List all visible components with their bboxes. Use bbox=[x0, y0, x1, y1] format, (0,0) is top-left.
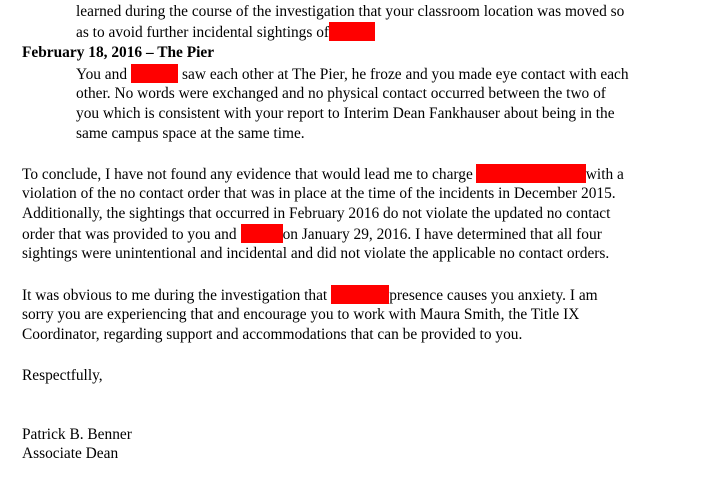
closing-line-2: sorry you are experiencing that and encourage you to work with Maura Smith, the Title IX bbox=[22, 306, 580, 323]
conclusion-line-2: violation of the no contact order that was in place at the time of the incidents in December 2015. bbox=[22, 185, 616, 202]
closing-line-1-b: presence causes you anxiety. I am bbox=[389, 287, 598, 304]
valediction: Respectfully, bbox=[22, 367, 103, 384]
conclusion-line-4-a: order that was provided to you and bbox=[22, 226, 237, 243]
closing-line-1-a: It was obvious to me during the investigation that bbox=[22, 287, 328, 304]
conclusion-line-4 bbox=[22, 224, 602, 244]
redaction-block bbox=[329, 22, 375, 41]
section-line-1-a: You and bbox=[76, 66, 128, 83]
section-line-1-b: saw each other at The Pier, he froze and you made eye contact with each bbox=[182, 66, 629, 83]
redaction-block bbox=[131, 64, 178, 83]
section-line-1 bbox=[76, 64, 629, 84]
intro-line-2-text: as to avoid further incidental sightings of bbox=[76, 24, 330, 41]
section-line-2: other. No words were exchanged and no physical contact occurred between the two of bbox=[76, 85, 606, 102]
section-line-4: same campus space at the same time. bbox=[76, 125, 305, 142]
section-line-3: you which is consistent with your report to Interim Dean Fankhauser about being in the bbox=[76, 105, 615, 122]
redaction-block bbox=[476, 164, 586, 183]
section-heading: February 18, 2016 – The Pier bbox=[22, 44, 215, 61]
intro-line-1: learned during the course of the investigation that your classroom location was moved so bbox=[76, 3, 625, 20]
conclusion-line-3: Additionally, the sightings that occurred in February 2016 do not violate the updated no contact bbox=[22, 205, 611, 222]
intro-line-2 bbox=[76, 22, 375, 42]
signer-name: Patrick B. Benner bbox=[22, 426, 132, 443]
redaction-block bbox=[241, 224, 283, 243]
signer-title: Associate Dean bbox=[22, 445, 119, 462]
closing-line-3: Coordinator, regarding support and accommodations that can be provided to you. bbox=[22, 326, 523, 343]
conclusion-line-5: sightings were unintentional and incidental and did not violate the applicable no contact orders. bbox=[22, 245, 610, 262]
conclusion-line-1 bbox=[22, 164, 624, 184]
conclusion-line-4-b: on January 29, 2016. I have determined that all four bbox=[282, 226, 602, 243]
redaction-block bbox=[331, 285, 389, 304]
conclusion-line-1-a: To conclude, I have not found any evidence that would lead me to charge bbox=[22, 166, 473, 183]
closing-line-1 bbox=[22, 285, 598, 305]
conclusion-line-1-b: with a bbox=[585, 166, 624, 183]
